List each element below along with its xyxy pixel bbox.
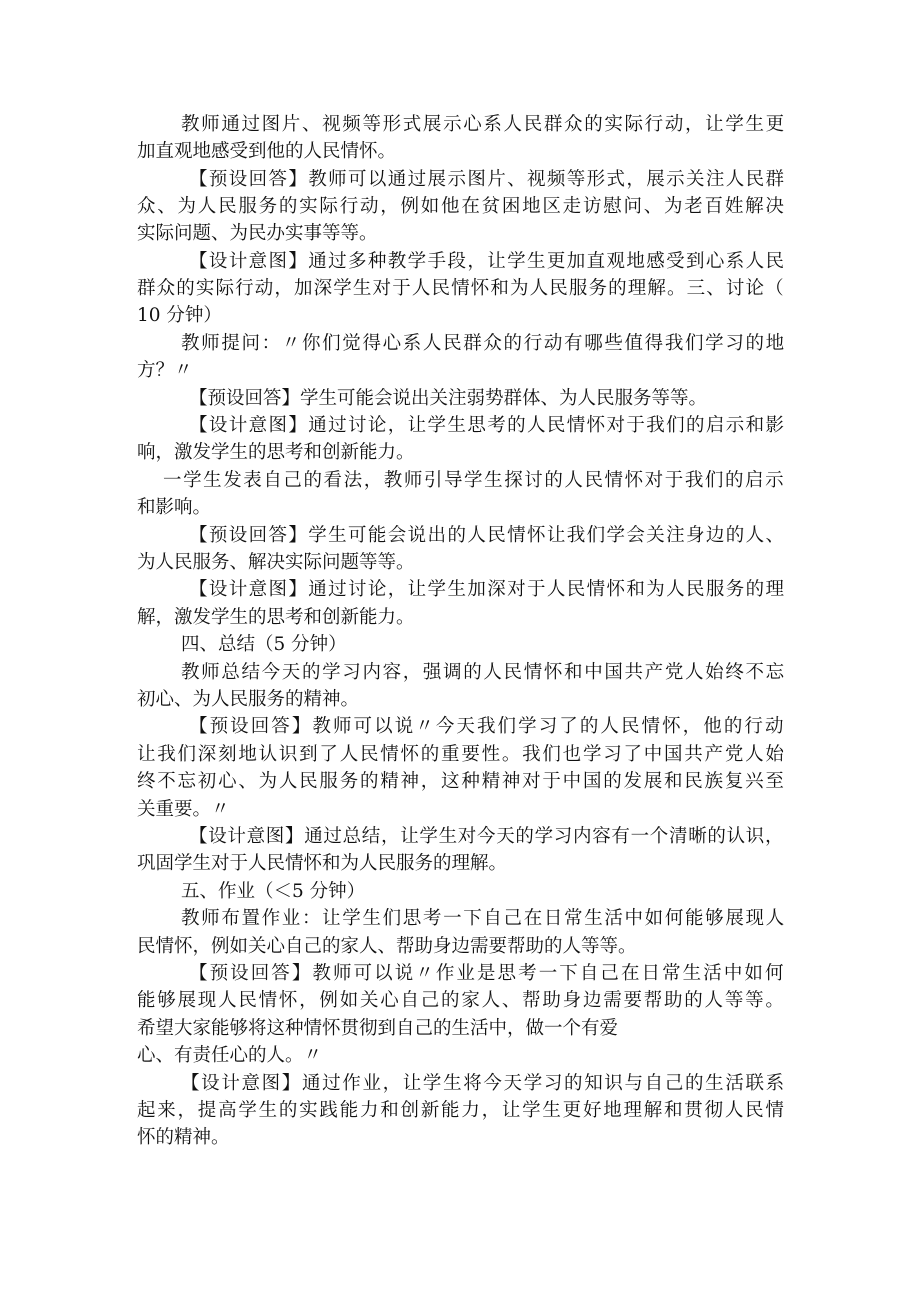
text-line: 响，激发学生的思考和创新能力。 bbox=[137, 442, 415, 463]
text-line: 实际问题、为民办实事等等。 bbox=[137, 223, 378, 244]
text-line: 【预设回答】学生可能会说出关注弱势群体、为人民服务等等。 bbox=[189, 388, 708, 409]
text-line: 方？〃 bbox=[137, 360, 193, 381]
text-line: 心、有责任心的人。〃 bbox=[137, 1045, 323, 1066]
text-line: 【设计意图】通过讨论，让学生思考的人民情怀对于我们的启示和影 bbox=[189, 415, 786, 436]
text-line: 关重要。〃 bbox=[137, 799, 230, 820]
text-line: 和影响。 bbox=[137, 497, 212, 518]
section-heading: 五、作业（＜5 分钟） bbox=[181, 881, 366, 902]
text-line: 巩固学生对于人民情怀和为人民服务的理解。 bbox=[137, 853, 508, 874]
text-line: 【设计意图】通过作业，让学生将今天学习的知识与自己的生活联系 bbox=[181, 1073, 786, 1094]
text-line: 终不忘初心、为人民服务的精神，这种精神对于中国的发展和民族复兴至 bbox=[137, 771, 786, 792]
text-line: 【预设回答】学生可能会说出的人民情怀让我们学会关注身边的人、 bbox=[189, 525, 786, 546]
text-line: 众、为人民服务的实际行动，例如他在贫困地区走访慰问、为老百姓解决 bbox=[137, 196, 786, 217]
text-line: 能够展现人民情怀，例如关心自己的家人、帮助身边需要帮助的人等等。 bbox=[137, 990, 786, 1011]
text-line: 教师总结今天的学习内容，强调的人民情怀和中国共产党人始终不忘 bbox=[181, 662, 786, 683]
text-line: 【设计意图】通过多种教学手段，让学生更加直观地感受到心系人民 bbox=[189, 251, 786, 272]
text-line: 群众的实际行动，加深学生对于人民情怀和为人民服务的理解。三、讨论（ bbox=[137, 278, 785, 299]
text-line: 起来，提高学生的实践能力和创新能力，让学生更好地理解和贯彻人民情 bbox=[137, 1100, 786, 1121]
text-line: 教师提问：〃你们觉得心系人民群众的行动有哪些值得我们学习的地 bbox=[181, 333, 786, 354]
text-line: 为人民服务、解决实际问题等等。 bbox=[137, 552, 415, 573]
text-line: 教师通过图片、视频等形式展示心系人民群众的实际行动，让学生更 bbox=[181, 114, 786, 135]
text-line: 民情怀，例如关心自己的家人、帮助身边需要帮助的人等等。 bbox=[137, 936, 637, 957]
text-line: 让我们深刻地认识到了人民情怀的重要性。我们也学习了中国共产党人始 bbox=[137, 744, 786, 765]
text-line: 怀的精神。 bbox=[137, 1127, 230, 1148]
text-line: 【设计意图】通过讨论，让学生加深对于人民情怀和为人民服务的理 bbox=[189, 579, 786, 600]
section-heading: 四、总结（5 分钟） bbox=[181, 634, 347, 655]
text-line: 初心、为人民服务的精神。 bbox=[137, 689, 360, 710]
text-line: 【预设回答】教师可以通过展示图片、视频等形式，展示关注人民群 bbox=[189, 169, 786, 190]
text-line: 解，激发学生的思考和创新能力。 bbox=[137, 607, 415, 628]
text-line: 10 分钟） bbox=[137, 305, 222, 326]
text-line: 一学生发表自己的看法，教师引导学生探讨的人民情怀对于我们的启示 bbox=[163, 470, 786, 491]
text-line: 加直观地感受到他的人民情怀。 bbox=[137, 141, 397, 162]
text-line: 【预设回答】教师可以说〃作业是思考一下自己在日常生活中如何 bbox=[189, 963, 786, 984]
text-line: 【预设回答】教师可以说〃今天我们学习了的人民情怀，他的行动 bbox=[189, 716, 786, 737]
text-line: 教师布置作业：让学生们思考一下自己在日常生活中如何能够展现人 bbox=[181, 908, 786, 929]
text-line: 希望大家能够将这种情怀贯彻到自己的生活中，做一个有爱 bbox=[137, 1018, 619, 1039]
text-line: 【设计意图】通过总结，让学生对今天的学习内容有一个清晰的认识， bbox=[189, 826, 785, 847]
